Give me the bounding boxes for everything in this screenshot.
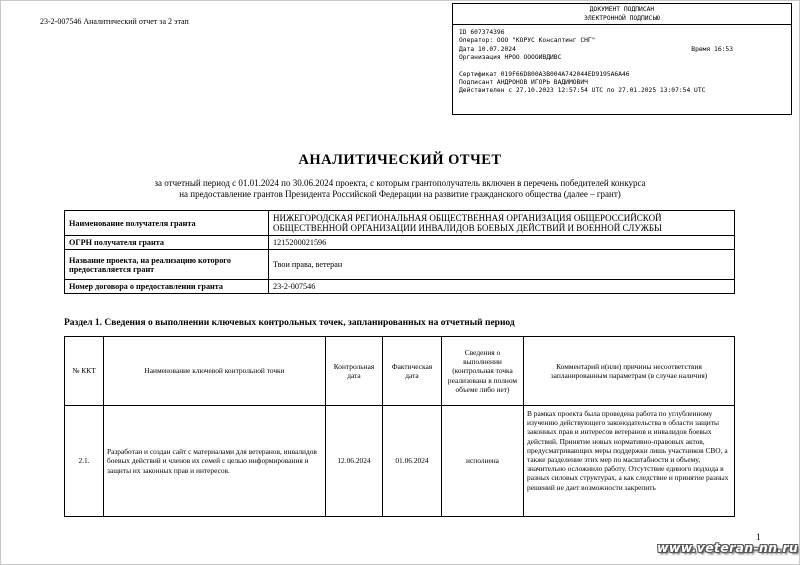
page-title: АНАЛИТИЧЕСКИЙ ОТЧЕТ bbox=[298, 152, 502, 168]
info-value: 1215200021596 bbox=[269, 236, 735, 250]
info-key: Название проекта, на реализацию которого предоставляется грант bbox=[65, 250, 269, 280]
checkpoints-table bbox=[64, 336, 735, 517]
info-key: Номер договора о предоставлении гранта bbox=[65, 280, 269, 294]
report-subtitle bbox=[0, 178, 800, 200]
page-number: 1 bbox=[756, 532, 761, 542]
col-header-name: Наименование ключевой контрольной точки bbox=[104, 337, 326, 406]
cell-comment: В рамках проекта была проведена работа по углубленному изучению действующего законодательства в области защиты законных прав и интересов ветеранов и инвалидов боевых действий. Принятие новых нормативно-правовых актов, предусматривающих меры поддержки лишь участников СВО, а также разделение этих мер по масштабности и объему, значительно осложнило работу. Отсутствие единого подхода в разных силовых структурах, а как следствие и принятие разных решений не дает возможности закрепить bbox=[524, 406, 735, 517]
col-header-actual-date: Фактическая дата bbox=[383, 337, 442, 406]
subtitle-line2: на предоставление грантов Президента Российской Федерации на развитие гражданского общества (далее – грант) bbox=[179, 189, 621, 199]
document-id: 23-2-007546 Аналитический отчет за 2 этап bbox=[40, 17, 189, 26]
signature-signer: Подписант АНДРОНОВ ИГОРЬ ВАДИМОВИЧ bbox=[459, 79, 588, 87]
table-row bbox=[65, 406, 735, 517]
signature-org: Организация НРОО ООООИВДИВС bbox=[459, 54, 562, 62]
grant-info-table bbox=[64, 210, 735, 294]
info-row bbox=[65, 211, 735, 236]
signature-date: Дата 10.07.2024 bbox=[459, 45, 516, 53]
col-header-status: Сведения о выполнении (контрольная точка реализована в полном объеме либо нет) bbox=[442, 337, 524, 406]
cell-planned-date: 12.06.2024 bbox=[326, 406, 383, 517]
info-key: Наименование получателя гранта bbox=[65, 211, 269, 236]
e-signature-stamp bbox=[452, 3, 792, 115]
table-header-row bbox=[65, 337, 735, 406]
info-row bbox=[65, 250, 735, 280]
info-row bbox=[65, 236, 735, 250]
info-row bbox=[65, 280, 735, 294]
cell-status: исполнена bbox=[442, 406, 524, 517]
watermark: www.veteran-nn.ru bbox=[657, 540, 799, 555]
col-header-number: № ККТ bbox=[65, 337, 104, 406]
info-value: 23-2-007546 bbox=[269, 280, 735, 294]
cell-name: Разработан и создан сайт с материалами для ветеранов, инвалидов боевых действий и членов их семей с целью информирования и защиты их законных прав и интересов. bbox=[104, 406, 326, 517]
info-key: ОГРН получателя гранта bbox=[65, 236, 269, 250]
signature-id: ID 607374396 bbox=[459, 29, 505, 36]
cell-actual-date: 01.06.2024 bbox=[383, 406, 442, 517]
signature-validity: Действителен с 27.10.2023 12:57:54 UTC по 27.01.2025 13:07:54 UTC bbox=[459, 87, 706, 95]
signature-header bbox=[453, 4, 791, 25]
col-header-comment: Комментарий и(или) причины несоответствия запланированным параметрам (в случае наличия) bbox=[524, 337, 735, 406]
subtitle-line1: за отчетный период с 01.01.2024 по 30.06.2024 проекта, с которым грантополучатель включен в перечень победителей конкурса bbox=[154, 178, 646, 188]
col-header-planned-date: Контрольная дата bbox=[326, 337, 383, 406]
info-value: Твои права, ветеран bbox=[269, 250, 735, 280]
signature-header-line2: ЭЛЕКТРОННОЙ ПОДПИСЬЮ bbox=[584, 15, 660, 22]
section-title: Раздел 1. Сведения о выполнении ключевых контрольных точек, запланированных на отчетный период bbox=[64, 318, 515, 328]
signature-certificate: Сертификат 019F66D800A3B004A742044ED9195A6A46 bbox=[459, 70, 630, 78]
signature-header-line1: ДОКУМЕНТ ПОДПИСАН bbox=[589, 6, 655, 13]
signature-body bbox=[453, 25, 791, 96]
info-value: НИЖЕГОРОДСКАЯ РЕГИОНАЛЬНАЯ ОБЩЕСТВЕННАЯ ОРГАНИЗАЦИЯ ОБЩЕРОССИЙСКОЙ ОБЩЕСТВЕННОЙ ОРГАНИЗАЦИИ ИНВАЛИДОВ БОЕВЫХ ДЕЙСТВИЙ И ВОЕННОЙ СЛУЖБЫ bbox=[269, 211, 735, 236]
signature-operator: Оператор: ООО "КОРУС Консалтинг СНГ" bbox=[459, 37, 596, 45]
cell-number: 2.1. bbox=[65, 406, 104, 517]
signature-time: Время 16:53 bbox=[691, 45, 733, 53]
